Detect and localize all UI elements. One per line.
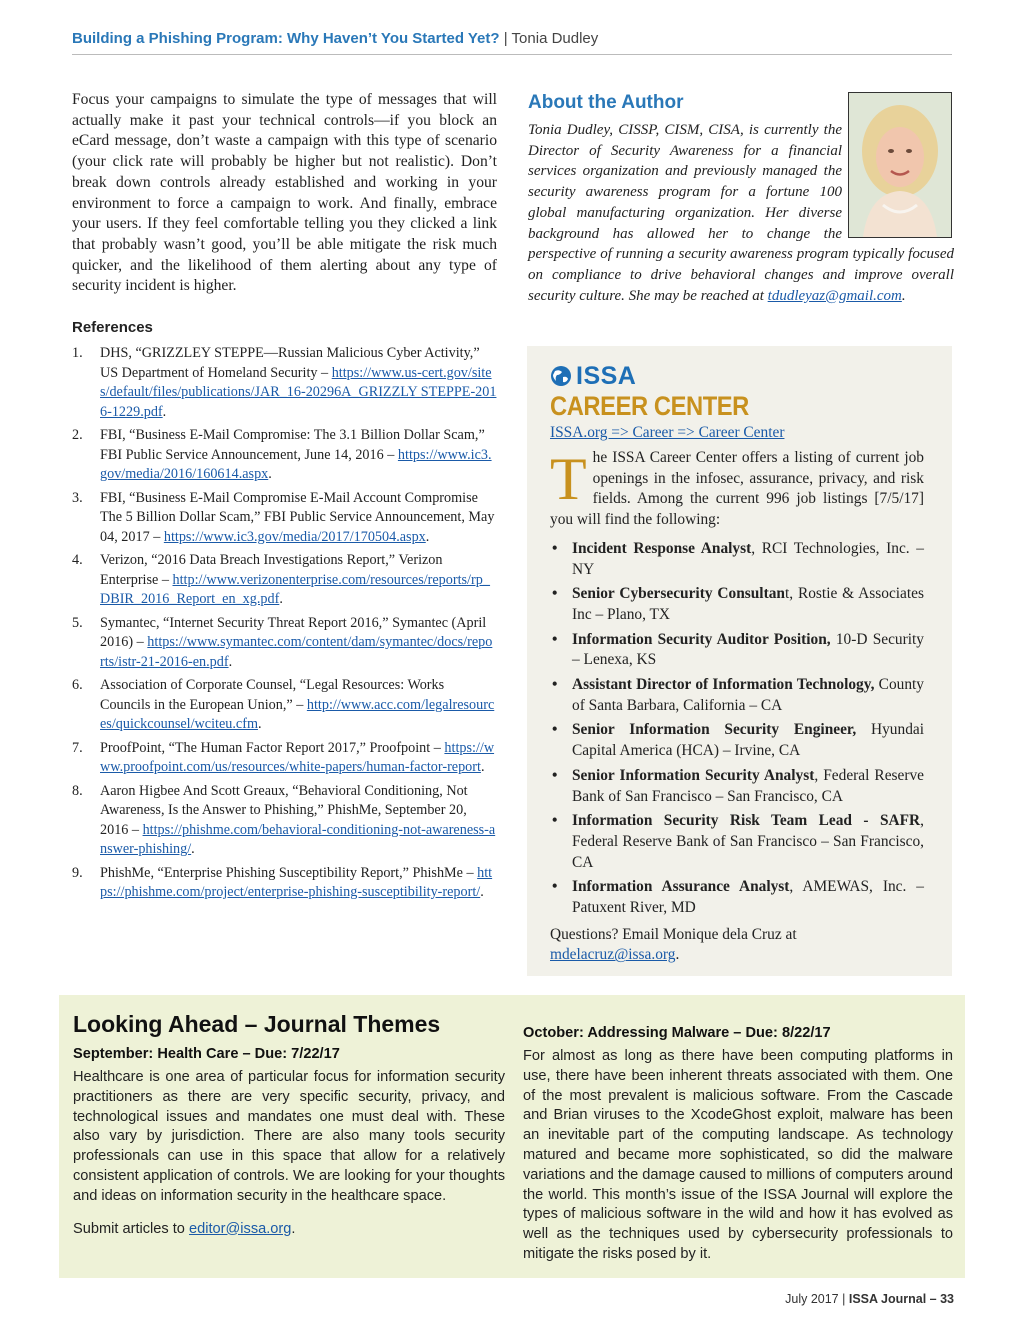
job-listing-item	[550, 766, 924, 807]
page-footer	[785, 1292, 954, 1306]
article-title: Building a Phishing Program: Why Haven’t You Started Yet?	[72, 30, 500, 47]
dropcap-letter: T	[550, 446, 587, 512]
reference-text: PhishMe, “Enterprise Phishing Susceptibility Report,” PhishMe –	[100, 864, 478, 881]
job-listing-item	[550, 675, 924, 716]
looking-ahead-box	[59, 995, 965, 1278]
reference-end: .	[162, 403, 167, 420]
job-listings	[550, 539, 924, 919]
reference-text: Verizon, “2016 Data Breach Investigations Report,” Verizon Enterprise –	[100, 552, 443, 588]
issa-logo	[550, 364, 924, 388]
job-title: Information Security Auditor Position,	[572, 630, 831, 648]
reference-number: 2.	[72, 427, 83, 444]
job-title: Senior Cybersecurity Consultan	[572, 585, 785, 603]
reference-end: .	[191, 841, 195, 858]
career-intro-text: he ISSA Career Center offers a listing of current job openings in the infosec, assurance, privacy, and risk fields. Among the current 996 job listings [7/5/17] you will find the following:	[550, 449, 924, 529]
job-title: Information Assurance Analyst	[572, 878, 790, 896]
globe-icon	[550, 365, 572, 387]
job-title: Senior Information Security Analyst	[572, 766, 815, 784]
author-email-link[interactable]: tdudleyaz@gmail.com	[767, 287, 902, 304]
job-listing-item	[550, 539, 924, 580]
author-photo	[848, 92, 952, 238]
reference-end: .	[480, 759, 485, 776]
reference-link[interactable]: https://www.ic3.gov/media/2017/170504.aspx	[163, 528, 426, 545]
reference-item	[72, 344, 497, 422]
reference-link[interactable]: http://www.acc.com/legalresources/quickcounsel/wciteu.cfm	[100, 696, 495, 733]
job-listing-item	[550, 630, 924, 671]
reference-item	[72, 739, 497, 778]
left-column	[72, 90, 497, 907]
job-detail: County of Santa Barbara, California – CA	[572, 676, 925, 714]
september-theme-body: Healthcare is one area of particular focus for information security practitioners as there are very specific security, privacy, and technological issues and mandates one must deal with. These also vary by jurisdiction. There are also many tools security professionals can use in this space that allow for a relatively consistent application of controls. We are looking for your thoughts and ideas on information security in the healthcare space.	[73, 1069, 505, 1204]
job-detail: , RCI Technologies, Inc. – NY	[572, 539, 924, 578]
questions-email-link[interactable]: mdelacruz@issa.org	[550, 946, 676, 964]
reference-link[interactable]: https://phishme.com/behavioral-conditioning-not-awareness-answer-phishing/	[100, 821, 496, 858]
author-bio-end: .	[901, 287, 906, 304]
october-theme-body: For almost as long as there have been computing platforms in use, there have been inherent threats associated with them. One of the most prevalent is malicious software. From the Cascade and Brian viruses to the XcodeGhost exploit, malware has been an inevitable part of the computing landscape. As technology matured and became more sophisticated, so did the malware variations and the damage caused to millions of computers around the world. This month’s issue of the ISSA Journal will explore the types of malicious software in the wild and how it has evolved as well as the techniques used by cybersecurity professionals to mitigate the risks posed by it.	[523, 1048, 953, 1262]
questions-end: .	[675, 946, 680, 964]
reference-number: 1.	[72, 345, 83, 362]
reference-item	[72, 864, 497, 903]
reference-number: 4.	[72, 552, 83, 569]
career-center-box	[527, 346, 952, 976]
october-theme-heading: October: Addressing Malware – Due: 8/22/17	[523, 1025, 831, 1041]
reference-text: ProofPoint, “The Human Factor Report 2017,” Proofpoint –	[100, 739, 445, 756]
reference-link[interactable]: http://www.verizonenterprise.com/resources/reports/rp_DBIR_2016_Report_en_xg.pdf	[100, 571, 490, 608]
reference-text: DHS, “GRIZZLEY STEPPE—Russian Malicious Cyber Activity,” US Department of Homeland Security –	[100, 345, 480, 381]
submit-articles-line	[73, 1221, 505, 1237]
job-detail: , Federal Reserve Bank of San Francisco – San Francisco, CA	[572, 812, 924, 871]
header-author: Tonia Dudley	[511, 30, 599, 47]
job-listing-item	[550, 584, 924, 625]
job-detail: , AMEWAS, Inc. – Patuxent River, MD	[572, 878, 924, 917]
reference-text: Symantec, “Internet Security Threat Report 2016,” Symantec (April 2016) –	[100, 614, 487, 651]
reference-text: FBI, “Business E-Mail Compromise: The 3.1 Billion Dollar Scam,” FBI Public Service Announcement, June 14, 2016 –	[100, 427, 485, 463]
job-title: Incident Response Analyst	[572, 539, 752, 557]
job-detail: 10-D Security – Lenexa, KS	[572, 630, 924, 669]
reference-item	[72, 426, 497, 485]
about-author-heading: About the Author	[528, 92, 684, 113]
reference-item	[72, 782, 497, 860]
reference-text: Aaron Higbee And Scott Greaux, “Behavioral Conditioning, Not Awareness, Is the Answer to Phishing,” PhishMe, September 20, 2016 –	[100, 782, 468, 838]
references-heading: References	[72, 319, 153, 337]
reference-number: 9.	[72, 864, 83, 881]
job-listing-item	[550, 877, 924, 918]
job-detail: t, Rostie & Associates Inc – Plano, TX	[572, 585, 924, 623]
editor-email-link[interactable]: editor@issa.org	[188, 1220, 292, 1237]
author-bio-text: Tonia Dudley, CISSP, CISM, CISA, is currently the Director of Security Awareness for a financial services organization and previously managed the security awareness program for a fortune 100 global manufacturing organization. Her diverse background has allowed her to change the perspective of running a security awareness program typically focused on compliance to drive behavioral changes and improve overall security culture. She may be reached at	[528, 122, 954, 304]
about-author-section	[528, 92, 954, 306]
reference-end: .	[257, 716, 262, 733]
header-separator: |	[503, 30, 508, 47]
reference-item	[72, 489, 497, 548]
reference-link[interactable]: https://www.proofpoint.com/us/resources/white-papers/human-factor-report	[100, 739, 495, 776]
reference-item	[72, 676, 497, 735]
reference-end: .	[268, 466, 272, 483]
reference-end: .	[480, 884, 484, 901]
career-center-nav-link[interactable]: ISSA.org => Career => Career Center	[550, 424, 785, 441]
job-listing-item	[550, 811, 924, 873]
reference-end: .	[228, 653, 233, 670]
job-title: Senior Information Security Engineer,	[572, 721, 857, 739]
running-header	[72, 28, 952, 55]
reference-number: 8.	[72, 782, 83, 799]
reference-end: .	[425, 528, 430, 545]
submit-end: .	[291, 1220, 296, 1237]
job-title: Information Security Risk Team Lead - SAFR	[572, 812, 921, 830]
footer-date: July 2017	[785, 1292, 839, 1306]
reference-link[interactable]: https://www.ic3.gov/media/2016/160614.aspx	[100, 446, 492, 483]
reference-number: 7.	[72, 739, 83, 756]
reference-number: 3.	[72, 489, 83, 506]
submit-text: Submit articles to	[73, 1220, 189, 1237]
reference-text: FBI, “Business E-Mail Compromise E-Mail Account Compromise The 5 Billion Dollar Scam,” FBI Public Service Announcement, May 04, 2017 –	[100, 489, 495, 545]
footer-journal-page: ISSA Journal – 33	[848, 1292, 954, 1306]
career-intro	[550, 448, 924, 531]
job-detail: Hyundai Capital America (HCA) – Irvine, CA	[572, 721, 924, 760]
job-detail: , Federal Reserve Bank of San Francisco – San Francisco, CA	[572, 766, 924, 805]
reference-link[interactable]: https://phishme.com/project/enterprise-phishing-susceptibility-report/	[100, 864, 493, 901]
references-list	[72, 344, 497, 903]
reference-text: Association of Corporate Counsel, “Legal Resources: Works Councils in the European Union,” –	[100, 677, 445, 713]
reference-link[interactable]: https://www.symantec.com/content/dam/symantec/docs/reports/istr-21-2016-en.pdf	[100, 634, 493, 670]
september-theme-heading: September: Health Care – Due: 7/22/17	[73, 1046, 340, 1062]
questions-text: Questions? Email Monique dela Cruz at	[550, 925, 797, 943]
reference-item	[72, 614, 497, 673]
career-questions	[550, 925, 924, 966]
issa-logo-text: ISSA	[576, 362, 637, 390]
job-listing-item	[550, 720, 924, 761]
reference-number: 5.	[72, 614, 83, 631]
reference-number: 6.	[72, 677, 83, 694]
career-center-title: CAREER CENTER	[550, 391, 749, 421]
reference-link[interactable]: https://www.us-cert.gov/sites/default/files/publications/JAR_16-20296A_GRIZZLY STEPPE-2016-1229.pdf	[100, 364, 497, 420]
reference-end: .	[279, 591, 283, 608]
intro-paragraph: Focus your campaigns to simulate the type of messages that will actually make it past your technical controls—if you block an eCard message, don’t waste a campaign with this type of scenario (your click rate will probably be higher but not realistic). Don’t break down controls already established and working in your environment to force a campaign to work. And finally, embrace your users. If they feel comfortable telling you they clicked a link that probably wasn’t good, you’ll be able mitigate the risk much quicker, and the likelihood of them alerting about any type of security incident is higher.	[72, 91, 497, 295]
job-title: Assistant Director of Information Technology,	[572, 676, 875, 694]
reference-item	[72, 551, 497, 610]
looking-ahead-title: Looking Ahead – Journal Themes	[73, 1011, 441, 1037]
author-portrait-icon	[849, 93, 951, 237]
footer-separator: |	[842, 1292, 846, 1306]
